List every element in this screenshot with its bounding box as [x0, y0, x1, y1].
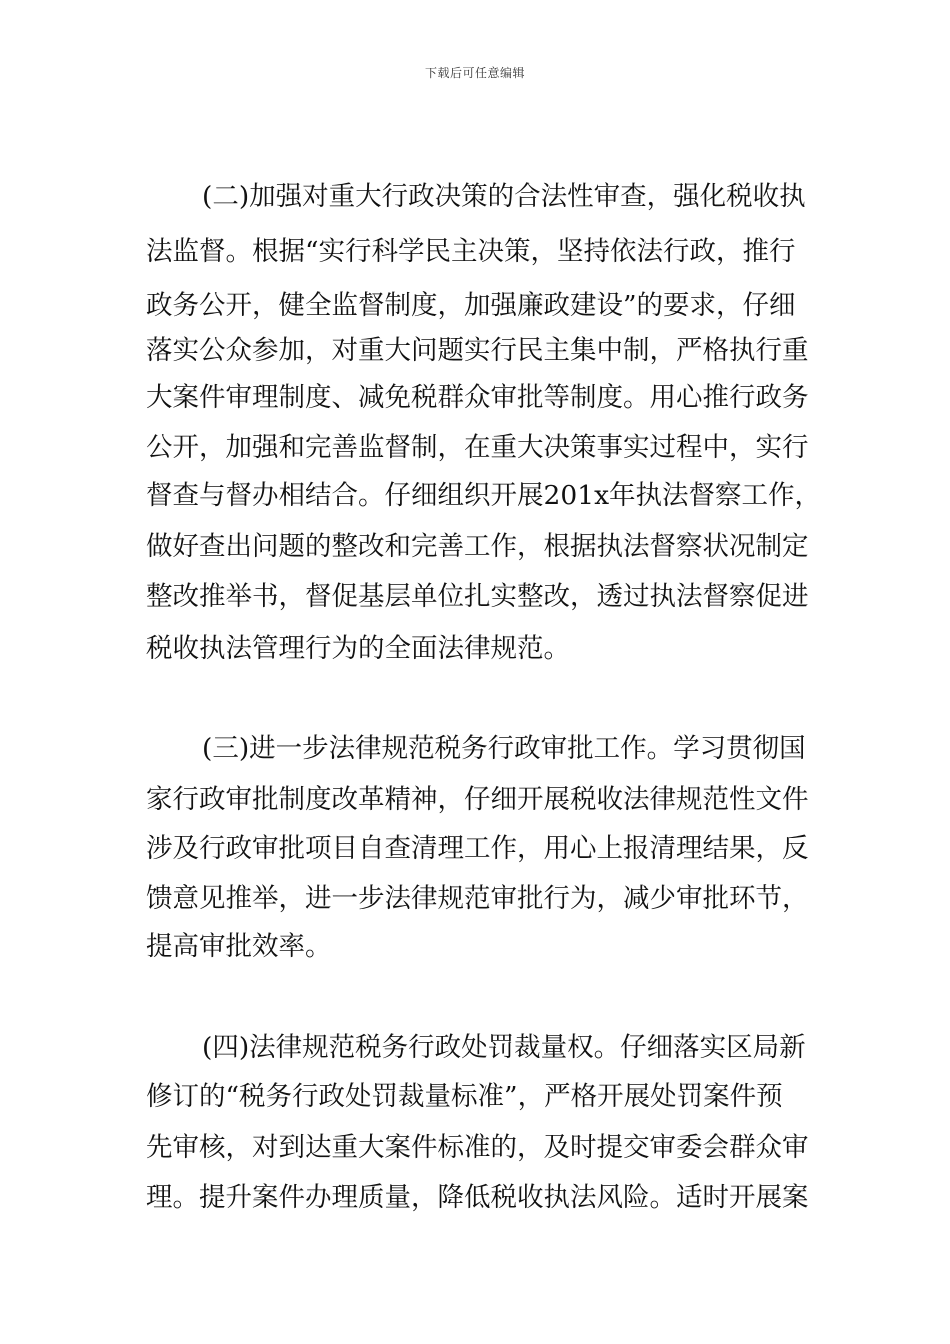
paragraph-1-line-9: 整改推举书，督促基层单位扎实整改，透过执法督察促进	[146, 581, 809, 612]
paragraph-3-line-4: 理。提升案件办理质量，降低税收执法风险。适时开展案	[146, 1182, 809, 1213]
paragraph-1-line-2: 法监督。根据“实行科学民主决策，坚持依法行政，推行	[146, 236, 796, 267]
paragraph-3-line-3: 先审核，对到达重大案件标准的，及时提交审委会群众审	[146, 1132, 809, 1163]
paragraph-3-line-1: (四)法律规范税务行政处罚裁量权。仔细落实区局新	[202, 1032, 806, 1063]
page-header: 下载后可任意编辑	[424, 66, 525, 80]
paragraph-2-line-2: 家行政审批制度改革精神，仔细开展税收法律规范性文件	[146, 784, 809, 815]
paragraph-3-line-2: 修订的“税务行政处罚裁量标准”，严格开展处罚案件预	[146, 1081, 783, 1112]
paragraph-2-line-4: 馈意见推举，进一步法律规范审批行为，减少审批环节，	[146, 883, 809, 914]
paragraph-1-line-4: 落实公众参加，对重大问题实行民主集中制，严格执行重	[146, 335, 809, 366]
paragraph-2-line-3: 涉及行政审批项目自查清理工作，用心上报清理结果，反	[146, 833, 809, 864]
paragraph-1-line-7: 督查与督办相结合。仔细组织开展201x年执法督察工作，	[146, 480, 822, 511]
paragraph-1-line-1: (二)加强对重大行政决策的合法性审查，强化税收执	[202, 181, 806, 212]
paragraph-1-line-10: 税收执法管理行为的全面法律规范。	[146, 633, 570, 664]
paragraph-1-line-6: 公开，加强和完善监督制，在重大决策事实过程中，实行	[146, 432, 809, 463]
paragraph-2-line-5: 提高审批效率。	[146, 931, 332, 962]
paragraph-1-line-5: 大案件审理制度、减免税群众审批等制度。用心推行政务	[146, 382, 809, 413]
paragraph-2-line-1: (三)进一步法律规范税务行政审批工作。学习贯彻国	[202, 733, 806, 764]
paragraph-1-line-3: 政务公开，健全监督制度，加强廉政建设”的要求，仔细	[146, 290, 796, 321]
paragraph-1-line-8: 做好查出问题的整改和完善工作，根据执法督察状况制定	[146, 531, 809, 562]
